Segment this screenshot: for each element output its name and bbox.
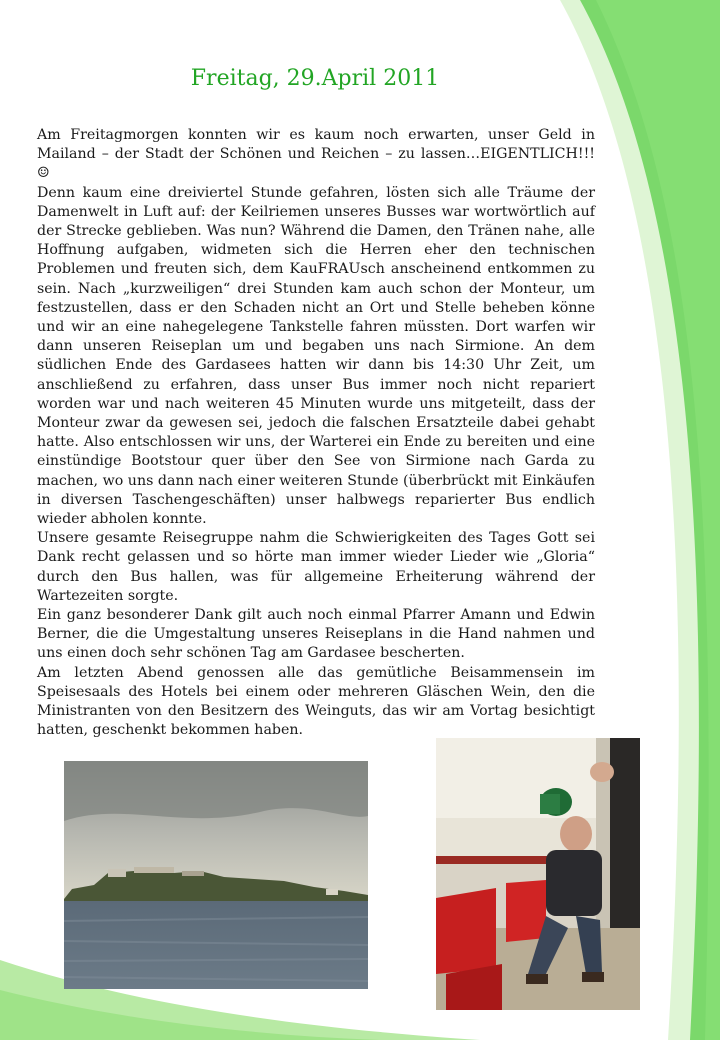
article-body	[37, 126, 595, 741]
lake-photo	[64, 761, 368, 989]
paragraph: Am Freitagmorgen konnten wir es kaum noch erwarten, unser Geld in Mailand – der Stadt der Schönen und Reichen – zu lassen…EIGENTLICH!!! ☺	[37, 127, 595, 182]
paragraph: Unsere gesamte Reisegruppe nahm die Schwierigkeiten des Tages Gott sei Dank recht gelassen und so hörte man immer wieder Lieder wie „Gloria“ durch den Bus hallen, was für allgemeine Erheiterung während der Wartezeiten sorgte.	[37, 530, 595, 604]
paragraph: Ein ganz besonderer Dank gilt auch noch einmal Pfarrer Amann und Edwin Berner, die die Umgestaltung unseres Reiseplans in die Hand nahmen und uns einen doch sehr schönen Tag am Gardasee bescherten.	[37, 607, 595, 662]
page-title: Freitag, 29.April 2011	[190, 66, 440, 91]
paragraph: Am letzten Abend genossen alle das gemütliche Beisammensein im Speisesaals des Hotels bei einem oder mehreren Gläschen Wein, den die Ministranten von den Besitzern des Weinguts, das wir am Vortag besichtigt hatten, geschenkt bekommen haben.	[37, 664, 595, 739]
paragraph: Denn kaum eine dreiviertel Stunde gefahren, lösten sich alle Träume der Damenwelt in Luft auf: der Keilriemen unseres Busses war wortwörtlich auf der Strecke geblieben. Was nun? Während die Damen, den Tränen nahe, alle Hoffnung aufgaben, widmeten sich die Herren eher den technischen Problemen und freuten sich, dem KauFRAUsch anscheinend entkommen zu sein. Nach „kurzweiligen“ drei Stunden kam auch schon der Monteur, um festzustellen, dass er den Schaden nicht an Ort und Stelle beheben könne und wir an eine nahegelegene Tankstelle fahren müssten. Dort warfen wir dann unseren Reiseplan um und begaben uns nach Sirmione. An dem südlichen Ende des Gardasees hatten wir dann bis 14:30 Uhr Zeit, um anschließend zu erfahren, dass unser Bus immer noch nicht repariert worden war und nach weiteren 45 Minuten wurde uns mitgeteilt, dass der Monteur zwar da gewesen sei, jedoch die falschen Ersatzteile dabei gehabt hatte. Also entschlossen wir uns, der Warterei ein Ende zu bereiten und eine einstündige Bootstour quer über den See von Sirmione nach Garda zu machen, wo uns dann nach einer weiteren Stunde (überbrückt mit Einkäufen in diversen Taschengeschäften) unser halbwegs reparierter Bus endlich wieder abholen konnte.	[37, 184, 595, 528]
boat-photo	[436, 738, 640, 1010]
